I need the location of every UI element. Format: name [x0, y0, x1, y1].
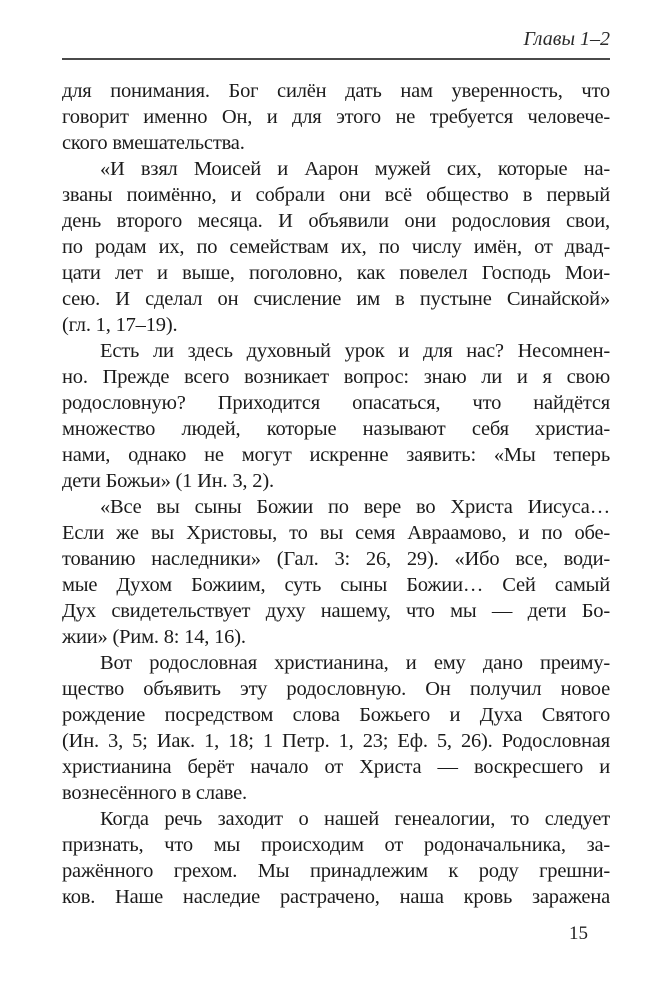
paragraph [62, 156, 610, 338]
text-line: рождение посредством слова Божьего и Духа Святого [62, 704, 610, 726]
text-line: множество людей, которые называют себя христиа- [62, 418, 610, 440]
text-line: день второго месяца. И объявили они родословия свои, [62, 210, 610, 232]
text-line: для понимания. Бог силён дать нам уверенность, что [62, 80, 610, 102]
text-line: говорит именно Он, и для этого не требуется человече- [62, 106, 610, 128]
paragraph [62, 494, 610, 650]
running-header [62, 26, 610, 60]
text-line: родословную? Приходится опасаться, что найдётся [62, 392, 610, 414]
paragraph [62, 806, 610, 910]
body-text [62, 78, 610, 910]
paragraph [62, 650, 610, 806]
text-line: Вот родословная христианина, и ему дано преиму- [100, 652, 610, 674]
text-line: званы поимённо, и собрали они всё общество в первый [62, 184, 610, 206]
page-number: 15 [569, 923, 588, 944]
text-line: но. Прежде всего возникает вопрос: знаю ли и я свою [62, 366, 610, 388]
text-line: по родам их, по семействам их, по числу имён, от двад- [62, 236, 610, 258]
text-line: христианина берёт начало от Христа — воскресшего и [62, 756, 610, 778]
text-line: «Все вы сыны Божии по вере во Христа Иисуса… [100, 496, 610, 518]
text-line: (гл. 1, 17–19). [62, 314, 178, 336]
text-line: тованию наследники» (Гал. 3: 26, 29). «Ибо все, води- [62, 548, 610, 570]
text-line: Дух свидетельствует духу нашему, что мы — дети Бо- [62, 600, 610, 622]
text-line: ского вмешательства. [62, 132, 245, 154]
text-line: цати лет и выше, поголовно, как повелел Господь Мои- [62, 262, 610, 284]
text-line: Если же вы Христовы, то вы семя Авраамово, и по обе- [62, 522, 610, 544]
paragraph [62, 78, 610, 156]
text-line: дети Божьи» (1 Ин. 3, 2). [62, 470, 274, 492]
text-line: нами, однако не могут искренне заявить: «Мы теперь [62, 444, 610, 466]
text-line: жии» (Рим. 8: 14, 16). [62, 626, 246, 648]
running-header-text: Главы 1–2 [523, 28, 610, 50]
text-line: признать, что мы происходим от родоначальника, за- [62, 834, 610, 856]
text-line: щество объявить эту родословную. Он получил новое [62, 678, 610, 700]
text-line: вознесённого в славе. [62, 782, 247, 804]
text-line: (Ин. 3, 5; Иак. 1, 18; 1 Петр. 1, 23; Еф. 5, 26). Родословная [62, 730, 610, 752]
text-line: «И взял Моисей и Аарон мужей сих, которые на- [100, 158, 610, 180]
text-line: Когда речь заходит о нашей генеалогии, то следует [100, 808, 610, 830]
text-line: мые Духом Божиим, суть сыны Божии… Сей самый [62, 574, 610, 596]
paragraph [62, 338, 610, 494]
text-line: сею. И сделал он счисление им в пустыне Синайской» [62, 288, 610, 310]
text-line: ков. Наше наследие растрачено, наша кровь заражена [62, 886, 610, 908]
text-line: ражённого грехом. Мы принадлежим к роду грешни- [62, 860, 610, 882]
text-line: Есть ли здесь духовный урок и для нас? Несомнен- [100, 340, 610, 362]
